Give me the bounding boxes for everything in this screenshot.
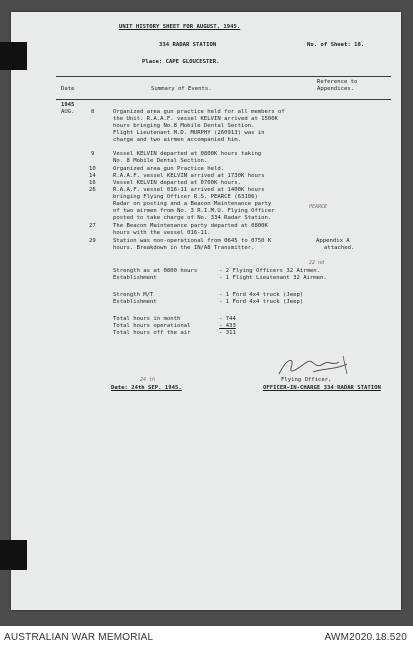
entry-line: The Beacon Maintenance party departed at 0800K bbox=[113, 223, 268, 229]
entry-line: hours. Breakdown in the IN/A8 Transmitter. bbox=[113, 245, 255, 251]
doc-date: Date: 24th SEP. 1945. bbox=[111, 385, 182, 391]
strength-value: - 2 Flying Officers 32 Airmen. bbox=[219, 268, 321, 274]
year: 1945 bbox=[61, 102, 75, 108]
strength-label: Strength as at 0800 hours bbox=[113, 268, 198, 274]
entry-day: 16 bbox=[89, 180, 96, 186]
col-date-header: Date bbox=[61, 86, 75, 92]
entry-line: posted to take charge of No. 334 Radar Station. bbox=[113, 215, 272, 221]
entry-line: of two airmen from No. 3 R.I.M.U. Flying Officer bbox=[113, 208, 275, 214]
entry-line: R.A.A.F. vessel KELVIN arrived at 1730K hours bbox=[113, 173, 265, 179]
handwritten-superscript: 22 nd bbox=[309, 260, 325, 266]
mt-establishment-label: Establishment bbox=[113, 299, 157, 305]
entry-line: No. 8 Mobile Dental Section. bbox=[113, 158, 208, 164]
entry-line: Flight Lieutenant M.D. MURPHY (260913) was in bbox=[113, 130, 265, 136]
col-reference-header: Reference to Appendices. bbox=[317, 79, 358, 92]
entry-line: Organized area gun practice held for all members of bbox=[113, 109, 285, 115]
mt-strength-label: Strength M/T bbox=[113, 292, 154, 298]
sheet-number: No. of Sheet: 18. bbox=[307, 42, 365, 48]
entry-line: hours bringing No.8 Mobile Dental Section. bbox=[113, 123, 255, 129]
hours-month-label: Total hours in month bbox=[113, 316, 181, 322]
entry-line: Vessel KELVIN departed at 0700K hours. bbox=[113, 180, 241, 186]
appendix-reference-2: attached. bbox=[324, 245, 355, 251]
entry-line: Station was non-operational from 0645 to 0750 K bbox=[113, 238, 272, 244]
doc-title: UNIT HISTORY SHEET FOR AUGUST, 1945. bbox=[119, 24, 241, 30]
hours-off-air-value: - 311 bbox=[219, 330, 236, 336]
binder-tab-top bbox=[0, 42, 27, 70]
entry-day: 29 bbox=[89, 238, 96, 244]
hours-off-air-label: Total hours off the air bbox=[113, 330, 191, 336]
handwritten-signature bbox=[273, 352, 353, 380]
entry-line: R.A.A.F. vessel 016-11 arrived at 1400K hours bbox=[113, 187, 265, 193]
header-rule-bottom bbox=[56, 99, 391, 100]
entry-day: 9 bbox=[91, 151, 95, 157]
month: AUG. bbox=[61, 109, 75, 115]
hours-month-value: - 744 bbox=[219, 316, 236, 322]
establishment-value: - 1 Flight Lieutenant 32 Airmen. bbox=[219, 275, 327, 281]
unit-name: 334 RADAR STATION bbox=[159, 42, 217, 48]
binder-tab-bottom bbox=[0, 540, 27, 570]
entry-line: Organized area gun Practice held. bbox=[113, 166, 225, 172]
hours-operational-label: Total hours operational bbox=[113, 323, 191, 329]
appendix-reference: Appendix A bbox=[316, 238, 350, 244]
signatory-title: OFFICER-IN-CHARGE 334 RADAR STATION bbox=[263, 385, 381, 391]
caption-source: AUSTRALIAN WAR MEMORIAL bbox=[4, 632, 154, 643]
entry-line: Radar on posting and a Beacon Maintenance party bbox=[113, 201, 272, 207]
caption-accession: AWM2020.18.520 bbox=[324, 632, 407, 643]
document-page bbox=[11, 12, 401, 610]
place: Place: CAPE GLOUCESTER. bbox=[142, 59, 220, 65]
entry-line: bringing Flying Officer R.S. PEARCE (63106) bbox=[113, 194, 258, 200]
establishment-label: Establishment bbox=[113, 275, 157, 281]
mt-establishment-value: - 1 Ford 4x4 truck (Jeep) bbox=[219, 299, 304, 305]
entry-day: 27 bbox=[89, 223, 96, 229]
entry-line: hours with the vessel 016-11. bbox=[113, 230, 211, 236]
hours-operational-value: - 433 bbox=[219, 323, 236, 329]
entry-line: Vessel KELVIN departed at 0800K hours taking bbox=[113, 151, 262, 157]
signatory-rank: Flying Officer, bbox=[281, 377, 332, 383]
caption-bar bbox=[0, 626, 413, 653]
col-summary-header: Summary of Events. bbox=[151, 86, 212, 92]
mt-strength-value: - 1 Ford 4x4 truck (Jeep) bbox=[219, 292, 304, 298]
entry-line: charge and two airmen accompanied him. bbox=[113, 137, 241, 143]
entry-day: 10 bbox=[89, 166, 96, 172]
header-rule-top bbox=[56, 76, 391, 77]
entry-day: 26 bbox=[89, 187, 96, 193]
entry-line: the Unit. R.A.A.F. vessel KELVIN arrived at 1500K bbox=[113, 116, 279, 122]
handwritten-pearce: PEARCE bbox=[309, 204, 328, 210]
entry-day: 14 bbox=[89, 173, 96, 179]
date-superscript: 24 th bbox=[140, 377, 156, 383]
entry-day: 8 bbox=[91, 109, 95, 115]
